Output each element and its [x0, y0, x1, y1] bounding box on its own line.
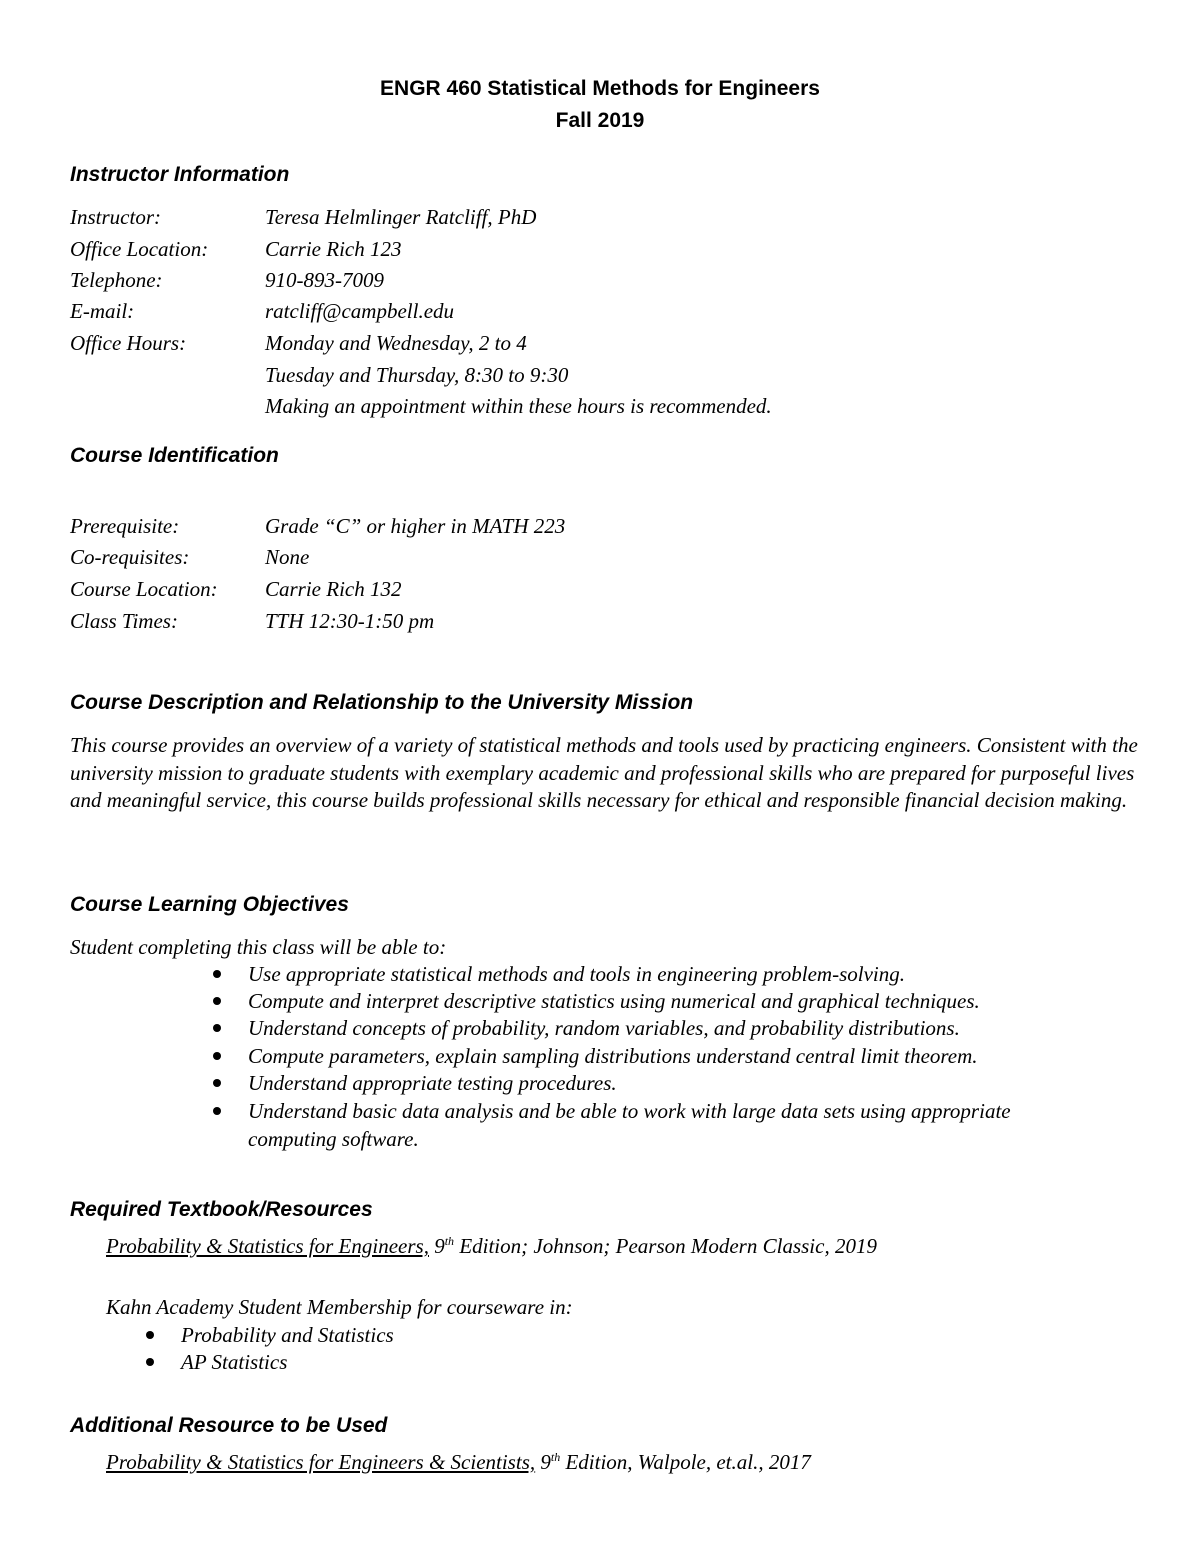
textbook-title: Probability & Statistics for Engineers, [106, 1234, 429, 1258]
additional-edition-number: 9 [535, 1450, 551, 1474]
objective-item-continued: computing software. [248, 1127, 419, 1151]
objective-item: Understand concepts of probability, random variables, and probability distributions. [248, 1016, 960, 1040]
bullet-icon [213, 1024, 221, 1032]
office-hours-value: Monday and Wednesday, 2 to 4 [265, 331, 527, 355]
class-times-label: Class Times: [70, 609, 178, 633]
course-location-label: Course Location: [70, 577, 218, 601]
khan-intro: Kahn Academy Student Membership for courseware in: [106, 1295, 573, 1319]
email-value: ratcliff@campbell.edu [265, 299, 455, 323]
textbook-edition-number: 9 [428, 1234, 445, 1258]
additional-citation [106, 1450, 811, 1475]
bullet-icon [213, 1107, 221, 1115]
document-term: Fall 2019 [555, 109, 645, 132]
corequisites-value: None [265, 545, 310, 569]
objective-item: Understand appropriate testing procedures. [248, 1071, 617, 1095]
class-times-value: TTH 12:30-1:50 pm [265, 609, 435, 633]
textbook-details: Edition; Johnson; Pearson Modern Classic, 2019 [454, 1234, 877, 1258]
instructor-heading: Instructor Information [70, 163, 290, 186]
additional-edition-suffix: th [550, 1450, 561, 1464]
textbook-heading: Required Textbook/Resources [70, 1198, 373, 1221]
course-location-value: Carrie Rich 132 [265, 577, 402, 601]
objective-item: Compute and interpret descriptive statistics using numerical and graphical techniques. [248, 989, 980, 1013]
prerequisite-value: Grade “C” or higher in MATH 223 [265, 514, 566, 538]
telephone-label: Telephone: [70, 268, 163, 292]
textbook-citation [106, 1234, 877, 1259]
bullet-icon [213, 1052, 221, 1060]
objectives-intro: Student completing this class will be able to: [70, 935, 447, 959]
office-hours-label: Office Hours: [70, 331, 187, 355]
bullet-icon [146, 1331, 154, 1339]
document-title: ENGR 460 Statistical Methods for Engineers [380, 77, 820, 100]
objective-item: Use appropriate statistical methods and tools in engineering problem-solving. [248, 962, 905, 986]
additional-title: Probability & Statistics for Engineers & Scientists, [106, 1450, 536, 1474]
appointment-note: Making an appointment within these hours is recommended. [265, 394, 772, 418]
instructor-label: Instructor: [70, 205, 161, 229]
bullet-icon [213, 997, 221, 1005]
textbook-edition-suffix: th [444, 1234, 455, 1248]
objectives-heading: Course Learning Objectives [70, 893, 349, 916]
bullet-icon [146, 1358, 154, 1366]
description-heading: Course Description and Relationship to the University Mission [70, 691, 694, 714]
instructor-value: Teresa Helmlinger Ratcliff, PhD [265, 205, 537, 229]
khan-item: Probability and Statistics [181, 1323, 394, 1347]
objective-item: Understand basic data analysis and be able to work with large data sets using appropriate [248, 1099, 1011, 1123]
description-text: This course provides an overview of a variety of statistical methods and tools used by practicing engineers. Consistent with the university mission to graduate students with exemplary academic and professional skills who are prepared for purposeful lives and meaningful service, this course builds professional skills necessary for ethical and responsible financial decision making. [70, 733, 1138, 812]
khan-item: AP Statistics [181, 1350, 288, 1374]
course-id-heading: Course Identification [70, 444, 279, 467]
office-hours-extra: Tuesday and Thursday, 8:30 to 9:30 [265, 363, 569, 387]
corequisites-label: Co-requisites: [70, 545, 190, 569]
telephone-value: 910-893-7009 [265, 268, 384, 292]
bullet-icon [213, 970, 221, 978]
office-location-label: Office Location: [70, 237, 209, 261]
additional-heading: Additional Resource to be Used [70, 1414, 388, 1437]
email-label: E-mail: [70, 299, 135, 323]
additional-details: Edition, Walpole, et.al., 2017 [560, 1450, 811, 1474]
objective-item: Compute parameters, explain sampling distributions understand central limit theorem. [248, 1044, 978, 1068]
office-location-value: Carrie Rich 123 [265, 237, 402, 261]
bullet-icon [213, 1079, 221, 1087]
prerequisite-label: Prerequisite: [70, 514, 180, 538]
